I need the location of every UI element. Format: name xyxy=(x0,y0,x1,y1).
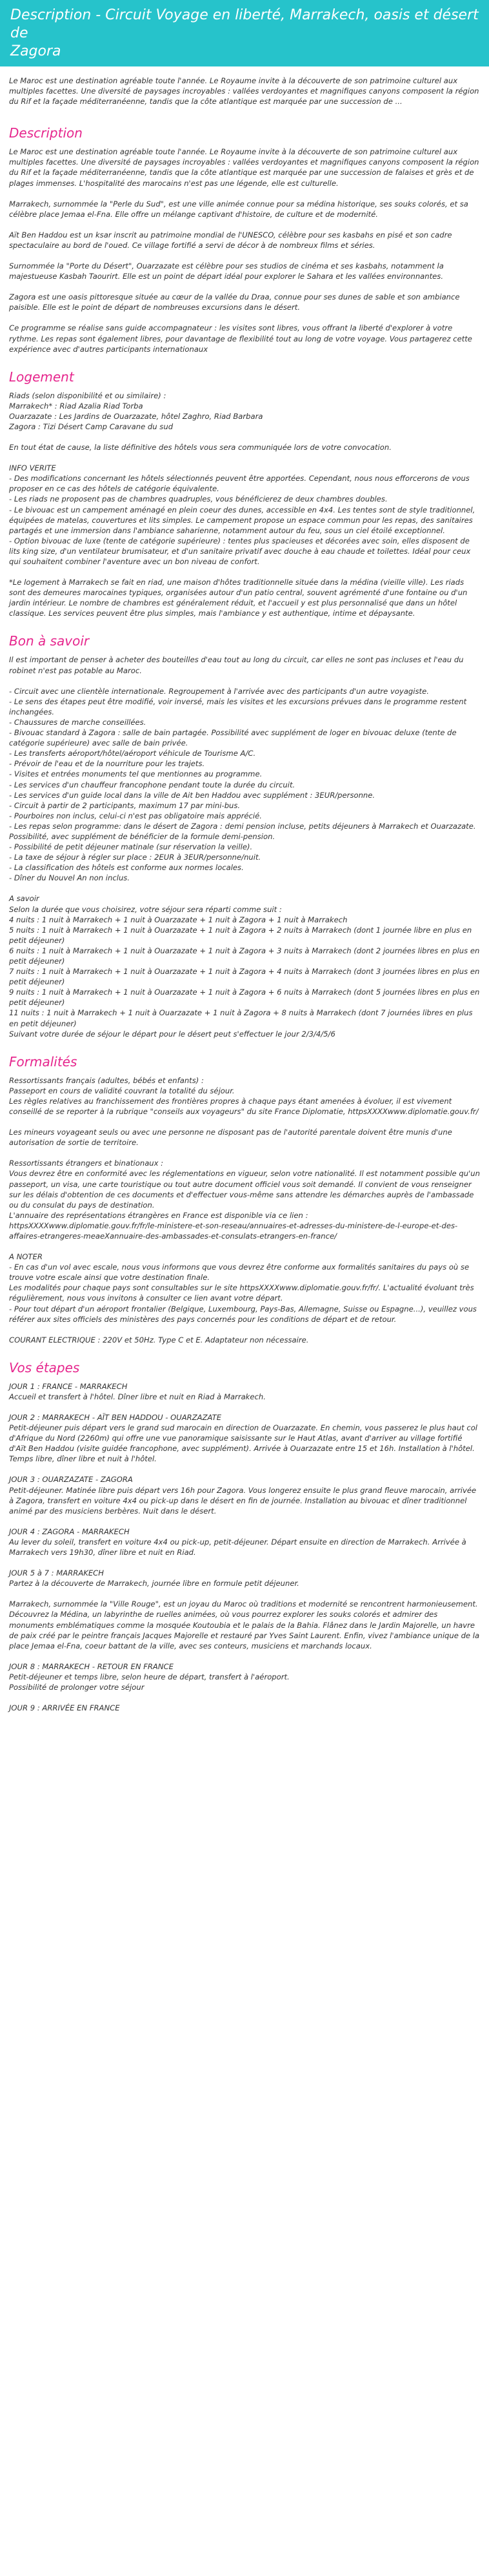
section-formalites-paragraph xyxy=(9,1127,480,1148)
section-title-logement: Logement xyxy=(9,369,74,385)
text-line: - Circuit à partir de 2 participants, maximum 17 par mini-bus. xyxy=(9,800,241,810)
text-line: - Circuit avec une clientèle internationale. Regroupement à l'arrivée avec des participants d'un autre voyagiste. xyxy=(9,686,429,696)
section-vos-etapes-paragraph xyxy=(9,1381,480,1402)
text-line: 5 nuits : 1 nuit à Marrakech + 1 nuit à Ouarzazate + 1 nuit à Zagora + 2 nuits à Marrakech (dont 1 journée libre en plus en petit déjeuner) xyxy=(9,925,472,945)
text-line: Riads (selon disponibilité et ou similaire) : xyxy=(9,390,166,400)
section-title-vos-etapes: Vos étapes xyxy=(9,1359,80,1375)
text-line: - Visites et entrées monuments tel que mentionnes au programme. xyxy=(9,769,263,779)
text-line: JOUR 5 à 7 : MARRAKECH xyxy=(9,1568,104,1578)
section-title-bon-a-savoir: Bon à savoir xyxy=(9,633,90,649)
section-logement-paragraph xyxy=(9,463,480,567)
page-title-line-1: Description - Circuit Voyage en liberté, Marrakech, oasis et désert de xyxy=(10,7,479,41)
text-line: JOUR 1 : FRANCE - MARRAKECH xyxy=(9,1381,128,1391)
text-line: 4 nuits : 1 nuit à Marrakech + 1 nuit à Ouarzazate + 1 nuit à Zagora + 1 nuit à Marrakech xyxy=(9,915,348,924)
section-description-paragraph xyxy=(9,292,480,312)
text-line: A savoir xyxy=(9,894,39,904)
text-line: - Pourboires non inclus, celui-ci n'est pas obligatoire mais apprécié. xyxy=(9,811,262,820)
section-title-description: Description xyxy=(9,125,83,141)
section-bon-a-savoir-paragraph xyxy=(9,686,480,884)
page-title-banner xyxy=(0,0,489,66)
text-line: Selon la durée que vous choisirez, votre séjour sera réparti comme suit : xyxy=(9,904,282,914)
text-line: 6 nuits : 1 nuit à Marrakech + 1 nuit à Ouarzazate + 1 nuit à Zagora + 3 nuits à Marrakech (dont 2 journées libres en plus en petit déjeuner) xyxy=(9,946,480,966)
section-logement-paragraph xyxy=(9,577,480,618)
text-line: Accueil et transfert à l'hôtel. Dîner libre et nuit en Riad à Marrakech. xyxy=(9,1392,266,1401)
text-line: 11 nuits : 1 nuit à Marrakech + 1 nuit à Ouarzazate + 1 nuit à Zagora + 8 nuits à Marrakech (dont 7 journées libres en plus en petit déjeuner) xyxy=(9,1008,473,1028)
section-vos-etapes-paragraph xyxy=(9,1474,480,1516)
section-vos-etapes-paragraph xyxy=(9,1661,480,1692)
text-line: - Possibilité de petit déjeuner matinale (sur réservation la veille). xyxy=(9,842,253,852)
content-sections xyxy=(9,125,480,1713)
text-line: - Les riads ne proposent pas de chambres quadruples, vous bénéficierez de deux chambres doubles. xyxy=(9,494,388,504)
section-description-paragraph xyxy=(9,323,480,354)
text-line: Zagora est une oasis pittoresque située au cœur de la vallée du Draa, connue pour ses dunes de sable et son ambiance paisible. Elle est le point de départ de nombreuses excursions dans le désert. xyxy=(9,292,460,312)
text-line: Il est important de penser à acheter des bouteilles d'eau tout au long du circuit, car elles ne sont pas incluses et l'eau du robinet n'est pas potable au Maroc. xyxy=(9,655,464,675)
text-line: Ressortissants étrangers et binationaux : xyxy=(9,1159,164,1168)
text-line: Marrakech* : Riad Azalia Riad Torba xyxy=(9,401,143,411)
text-line: Marrakech, surnommée la "Perle du Sud", est une ville animée connue pour sa médina historique, ses souks colorés, et sa célèbre place Jemaa el-Fna. Elle offre un mélange captivant d'histoire, de culture et de modernité. xyxy=(9,199,468,219)
text-line: JOUR 9 : ARRIVÉE EN FRANCE xyxy=(9,1703,120,1713)
section-logement-paragraph xyxy=(9,390,480,432)
text-line: Surnommée la "Porte du Désert", Ouarzazate est célèbre pour ses studios de cinéma et ses kasbahs, notamment la majestueuse Kasbah Taourirt. Elle est un point de départ idéal pour explorer le Sahara et les vallées environnantes. xyxy=(9,261,444,281)
text-line: - La taxe de séjour à régler sur place : 2EUR à 3EUR/personne/nuit. xyxy=(9,853,261,862)
text-line: Ressortissants français (adultes, bébés et enfants) : xyxy=(9,1075,204,1085)
text-line: - Option bivouac de luxe (tente de catégorie supérieure) : tentes plus spacieuses et décorées avec soin, elles disposent de lits king size, d'un ventilateur brumisateur, et d'un sanitaire privatif avec douche à eau chaude et toilettes. Idéal pour ceux qui souhaitent combiner l'aventure avec un bon niveau de confort. xyxy=(9,536,471,566)
text-line: - Chaussures de marche conseillées. xyxy=(9,717,146,727)
text-line: Suivant votre durée de séjour le départ pour le désert peut s'effectuer le jour 2/3/4/5/6 xyxy=(9,1029,335,1039)
text-line: - Les repas selon programme: dans le désert de Zagora : demi pension incluse, petits déjeuners à Marrakech et Ouarzazate. Possibilité, avec supplément de bénéficier de la formule demi-pension. xyxy=(9,821,476,841)
section-description-paragraph xyxy=(9,199,480,219)
text-line: - Prévoir de l'eau et de la nourriture pour les trajets. xyxy=(9,759,205,769)
section-vos-etapes-paragraph xyxy=(9,1526,480,1557)
text-line: Partez à la découverte de Marrakech, journée libre en formule petit déjeuner. xyxy=(9,1579,299,1588)
text-line: Vous devrez être en conformité avec les réglementations en vigueur, selon votre nationalité. Il est notamment possible qu'un passeport, un visa, une carte touristique ou tout autre document officiel vous soit demandé. Il convient de vous renseigner sur les délais d'obtention de ces documents et d'effectuer vous-même sans attendre les démarches auprès de l'ambassade ou du consulat du pays de destination. xyxy=(9,1169,480,1210)
section-vos-etapes-paragraph xyxy=(9,1412,480,1464)
text-line: Possibilité de prolonger votre séjour xyxy=(9,1682,145,1692)
text-line: L'annuaire des représentations étrangères en France est disponible via ce lien : xyxy=(9,1210,308,1220)
section-formalites-paragraph xyxy=(9,1252,480,1324)
section-description-paragraph xyxy=(9,261,480,281)
section-vos-etapes-paragraph xyxy=(9,1568,480,1588)
text-line: JOUR 8 : MARRAKECH - RETOUR EN FRANCE xyxy=(9,1661,174,1671)
text-line: Petit-déjeuner puis départ vers le grand sud marocain en direction de Ouarzazate. En chemin, vous passerez le plus haut col d'Afrique du Nord (2260m) qui offre une vue panoramique saisissante sur le Haut Atlas, avant d'arriver au village fortifié d'Aït Ben Haddou (visite guidée francophone, avec supplément). Arrivée à Ouarzazate entre 15 et 16h. Installation à l'hôtel. Temps libre, dîner libre et nuit à l'hôtel. xyxy=(9,1423,478,1464)
text-line: Marrakech, surnommée la "Ville Rouge", est un joyau du Maroc où traditions et modernité se rencontrent harmonieusement. Découvrez la Médina, un labyrinthe de ruelles animées, où vous pourrez explorer les souks colorés et admirer des monuments emblématiques comme la mosquée Koutoubia et le palais de la Bahia. Flânez dans le Jardin Majorelle, un havre de paix créé par le peintre français Jacques Majorelle et restauré par Yves Saint Laurent. Enfin, vivez l'ambiance unique de la place Jemaa el-Fna, coeur battant de la ville, avec ses conteurs, musiciens et marchands locaux. xyxy=(9,1599,480,1650)
text-line: Les règles relatives au franchissement des frontières propres à chaque pays étant amenées à évoluer, il est vivement conseillé de se reporter à la rubrique "conseils aux voyageurs" du site France Diplomatie, httpsXXXXwww.diplomatie.gouv.fr/ xyxy=(9,1096,479,1117)
section-description-paragraph xyxy=(9,147,480,188)
text-line: - Bivouac standard à Zagora : salle de bain partagée. Possibilité avec supplément de loger en bivouac deluxe (tente de catégorie supérieure) avec salle de bain privée. xyxy=(9,728,457,748)
section-formalites-paragraph xyxy=(9,1158,480,1241)
text-line: Les modalités pour chaque pays sont consultables sur le site httpsXXXXwww.diplomatie.gouv.fr/fr/. L'actualité évoluant très régulièrement, nous vous invitons à consulter ce lien avant votre départ. xyxy=(9,1283,474,1303)
text-line: - Les services d'un chauffeur francophone pendant toute la durée du circuit. xyxy=(9,780,295,789)
section-logement-paragraph xyxy=(9,442,480,452)
text-line: Passeport en cours de validité couvrant la totalité du séjour. xyxy=(9,1086,235,1095)
text-line: JOUR 3 : OUARZAZATE - ZAGORA xyxy=(9,1475,133,1485)
text-line: JOUR 4 : ZAGORA - MARRAKECH xyxy=(9,1526,130,1536)
text-line: A NOTER xyxy=(9,1252,43,1262)
text-line: Le Maroc est une destination agréable toute l'année. Le Royaume invite à la découverte de son patrimoine culturel aux multiples facettes. Une diversité de paysages incroyables : vallées verdoyantes et magnifiques canyons composent la région du Rif et la façade méditerranéenne, tandis que la côte atlantique est marquée par une succession de falaises et grès et de plages immenses. L'hospitalité des marocains n'est pas une légende, elle est culturelle. xyxy=(9,147,479,188)
section-description-paragraph xyxy=(9,230,480,250)
page-title-line-2: Zagora xyxy=(10,43,61,59)
section-formalites-paragraph xyxy=(9,1335,480,1345)
text-line: - En cas d'un vol avec escale, nous vous informons que vous devrez être conforme aux formalités sanitaires du pays où se trouve votre escale ainsi que votre destination finale. xyxy=(9,1263,470,1283)
text-line: - Les transferts aéroport/hôtel/aéroport véhicule de Tourisme A/C. xyxy=(9,749,256,758)
section-bon-a-savoir-paragraph xyxy=(9,893,480,1039)
text-line: - Des modifications concernant les hôtels sélectionnés peuvent être apportées. Cependant, nous nous efforcerons de vous proposer en ce cas des hôtels de catégorie équivalente. xyxy=(9,474,470,494)
section-title-formalites: Formalités xyxy=(9,1053,77,1070)
text-line: Au lever du soleil, transfert en voiture 4x4 ou pick-up, petit-déjeuner. Départ ensuite en direction de Marrakech. Arrivée à Marrakech vers 19h30, dîner libre et nuit en Riad. xyxy=(9,1537,466,1557)
text-line: - Pour tout départ d'un aéroport frontalier (Belgique, Luxembourg, Pays-Bas, Allemagne, Suisse ou Espagne...), veuillez vous référer aux sites officiels des ministères des pays concernés pour les conditions de départ et de retour. xyxy=(9,1304,477,1324)
text-line: Aït Ben Haddou est un ksar inscrit au patrimoine mondial de l'UNESCO, célèbre pour ses kasbahs en pisé et son cadre spectaculaire au bord de l'oued. Ce village fortifié a servi de décor à de nombreux films et séries. xyxy=(9,230,452,250)
intro-summary: Le Maroc est une destination agréable toute l'année. Le Royaume invite à la découverte de son patrimoine culturel aux multiples facettes. Une diversité de paysages incroyables : vallées verdoyantes et magnifiques canyons composent la région du Rif et la façade méditerranéenne, tandis que la côte atlantique est marquée par une succession de ... xyxy=(9,76,479,106)
text-line: 9 nuits : 1 nuit à Marrakech + 1 nuit à Ouarzazate + 1 nuit à Zagora + 6 nuits à Marrakech (dont 5 journées libres en plus en petit déjeuner) xyxy=(9,988,480,1008)
text-line: - La classification des hôtels est conforme aux normes locales. xyxy=(9,863,244,873)
text-line: Petit-déjeuner et temps libre, selon heure de départ, transfert à l'aéroport. xyxy=(9,1672,290,1681)
text-line: *Le logement à Marrakech se fait en riad, une maison d'hôtes traditionnelle située dans la médina (vieille ville). Les riads sont des demeures marocaines typiques, organisées autour d'un patio central, souvent agrémenté d'une fontaine ou d'un jardin intérieur. Le nombre de chambres est généralement réduit, et l'accueil y est plus personnalisé que dans un hôtel classique. Les services peuvent être plus simples, mais l'ambiance y est authentique, intime et dépaysante. xyxy=(9,578,468,618)
text-line: Ouarzazate : Les Jardins de Ouarzazate, hôtel Zaghro, Riad Barbara xyxy=(9,411,263,421)
text-line: 7 nuits : 1 nuit à Marrakech + 1 nuit à Ouarzazate + 1 nuit à Zagora + 4 nuits à Marrakech (dont 3 journées libres en plus en petit déjeuner) xyxy=(9,967,480,987)
text-line: INFO VERITE xyxy=(9,463,56,473)
text-line: Petit-déjeuner. Matinée libre puis départ vers 16h pour Zagora. Vous longerez ensuite le plus grand fleuve marocain, arrivée à Zagora, transfert en voiture 4x4 ou pick-up dans le désert en fin de journée. Installation au bivouac et dîner traditionnel animé par des musiciens berbères. Nuit dans le désert. xyxy=(9,1485,477,1516)
text-line: - Le sens des étapes peut être modifié, voir inversé, mais les visites et les excursions prévues dans le programme restent inchangées. xyxy=(9,696,467,716)
text-line: En tout état de cause, la liste définitive des hôtels vous sera communiquée lors de votre convocation. xyxy=(9,443,392,452)
text-line: Les mineurs voyageant seuls ou avec une personne ne disposant pas de l'autorité parentale doivent être munis d'une autorisation de sortie de territoire. xyxy=(9,1128,452,1148)
text-line: Ce programme se réalise sans guide accompagnateur : les visites sont libres, vous offrant la liberté d'explorer à votre rythme. Les repas sont également libres, pour davantage de flexibilité tout au long de votre voyage. Vous partagerez cette expérience avec d'autres participants internationaux xyxy=(9,323,472,354)
section-formalites-paragraph xyxy=(9,1075,480,1117)
text-line: httpsXXXXwww.diplomatie.gouv.fr/fr/le-ministere-et-son-reseau/annuaires-et-adresses-du-ministere-de-l-europe-et-des-affaires-etrangeres-meaeXannuaire-des-ambassades-et-consulats-etrangers-en-france/ xyxy=(9,1221,458,1241)
section-vos-etapes-paragraph xyxy=(9,1599,480,1650)
text-line: JOUR 2 : MARRAKECH - AÏT BEN HADDOU - OUARZAZATE xyxy=(9,1413,222,1422)
text-line: - Le bivouac est un campement aménagé en plein coeur des dunes, accessible en 4x4. Les tentes sont de style traditionnel, équipées de matelas, couvertures et lits simples. Le campement propose un espace commun pour les repas, des sanitaires partagés et une immersion dans l'ambiance saharienne, notamment autour du feu, sous un ciel étoilé exceptionnel. xyxy=(9,505,475,535)
text-line: - Les services d'un guide local dans la ville de Ait ben Haddou avec supplément : 3EUR/personne. xyxy=(9,790,375,800)
text-line: COURANT ELECTRIQUE : 220V et 50Hz. Type C et E. Adaptateur non nécessaire. xyxy=(9,1335,309,1344)
section-vos-etapes-paragraph xyxy=(9,1703,480,1713)
text-line: Zagora : Tizi Désert Camp Caravane du sud xyxy=(9,421,174,431)
section-bon-a-savoir-paragraph xyxy=(9,654,480,675)
text-line: - Dîner du Nouvel An non inclus. xyxy=(9,873,130,883)
